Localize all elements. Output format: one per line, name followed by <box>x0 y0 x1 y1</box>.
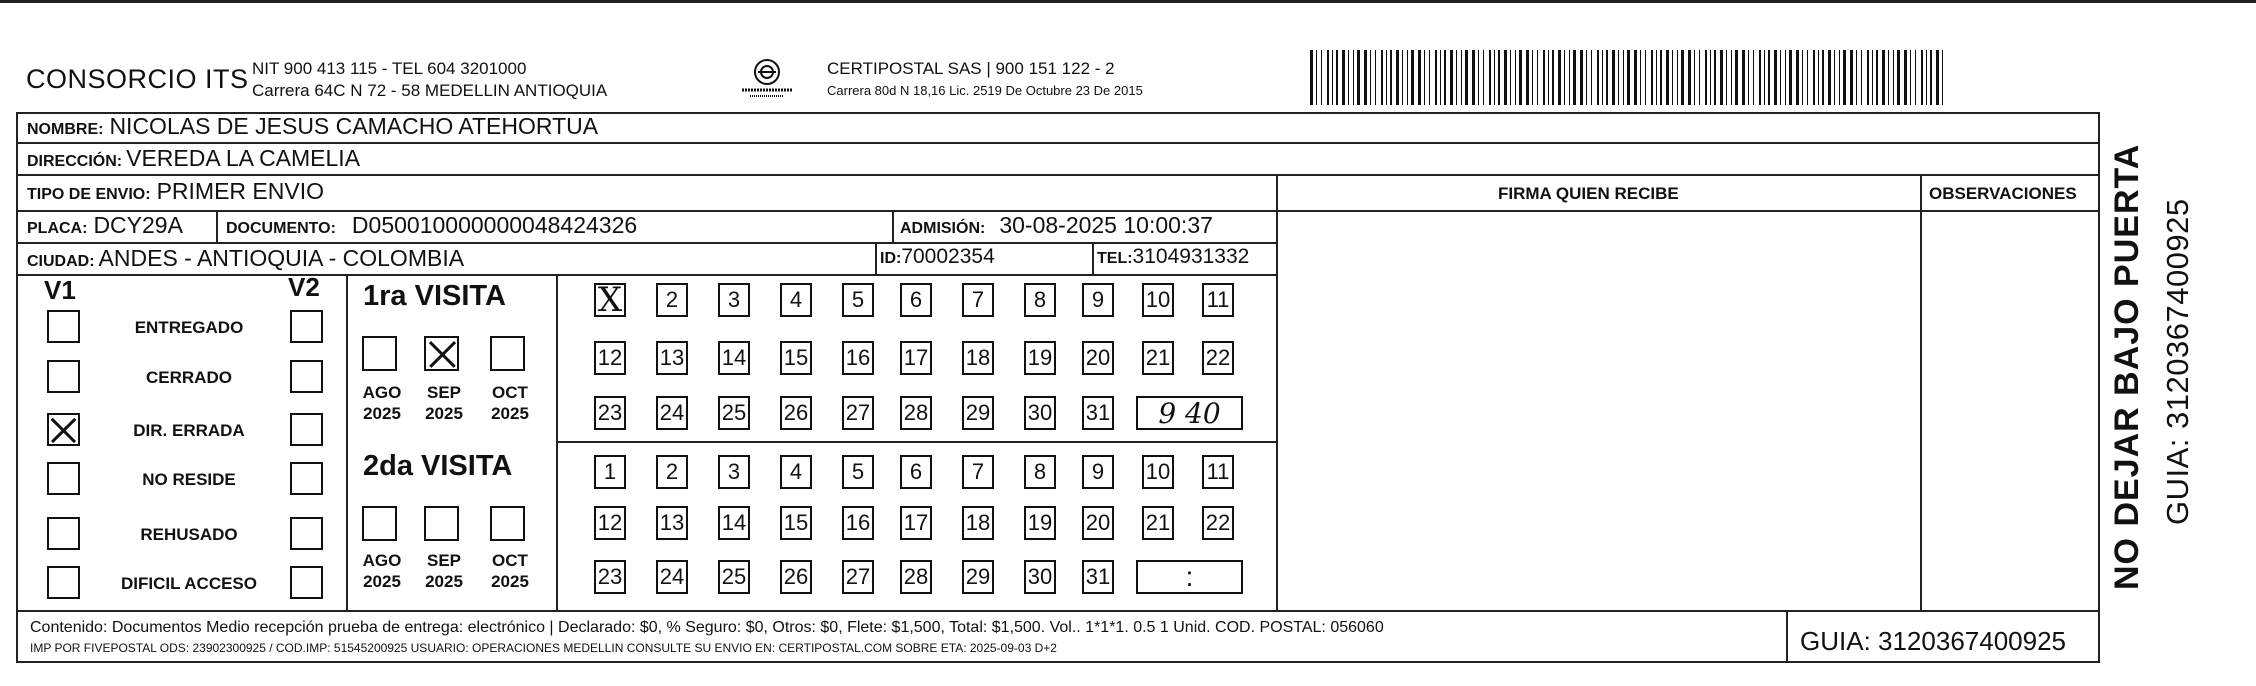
v2-checkbox[interactable] <box>290 462 323 495</box>
v1-checkbox[interactable] <box>47 413 80 446</box>
visit1-month-label <box>480 382 540 424</box>
company-name: CONSORCIO ITS <box>26 64 249 94</box>
divider <box>16 242 1276 244</box>
courier-info <box>827 58 1143 102</box>
visit1-day-box[interactable]: 28 <box>900 396 932 430</box>
courier-address: Carrera 80d N 18,16 Lic. 2519 De Octubre 23 De 2015 <box>827 83 1143 98</box>
visit2-day-box[interactable]: 22 <box>1202 506 1234 540</box>
visit1-day-box[interactable]: 2 <box>656 283 688 317</box>
footer-content-line: Contenido: Documentos Medio recepción prueba de entrega: electrónico | Declarado: $0, % Seguro: $0, Otros: $0, Flete: $1,500, Total: $1,500. Vol.. 1*1*1. 0.5 1 Unid. COD. POSTAL: 056060 <box>30 619 1384 636</box>
signature-header: FIRMA QUIEN RECIBE <box>1498 184 1679 203</box>
do-not-leave-under-door: NO DEJAR BAJO PUERTA <box>2108 143 2146 590</box>
address-label: DIRECCIÓN: <box>27 153 123 170</box>
ship-type-row <box>27 178 324 205</box>
visit1-day-box[interactable]: 8 <box>1024 283 1056 317</box>
v2-checkbox[interactable] <box>290 517 323 550</box>
courier-name: CERTIPOSTAL SAS | 900 151 122 - 2 <box>827 59 1115 78</box>
visit1-day-box[interactable]: 15 <box>780 341 812 375</box>
visit2-day-box[interactable]: 30 <box>1024 560 1056 594</box>
name-label: NOMBRE: <box>27 121 104 138</box>
visit1-day-box[interactable]: 31 <box>1082 396 1114 430</box>
visit1-day-box[interactable]: 6 <box>900 283 932 317</box>
visit2-day-box[interactable]: 11 <box>1202 455 1234 489</box>
visit2-day-box[interactable]: 1 <box>594 455 626 489</box>
v2-checkbox[interactable] <box>290 413 323 446</box>
visit2-day-box[interactable]: 2 <box>656 455 688 489</box>
nit-line: NIT 900 413 115 - TEL 604 3201000 <box>252 59 527 78</box>
recipient-address: VEREDA LA CAMELIA <box>126 145 361 171</box>
month-name: AGO <box>362 551 402 570</box>
month-name: OCT <box>492 551 528 570</box>
footer-print-line: IMP POR FIVEPOSTAL ODS: 23902300925 / COD.IMP: 51545200925 USUARIO: OPERACIONES MEDELLIN CONSULTE SU ENVIO EN: CERTIPOSTAL.COM SOBRE ETA: 2025-09-03 D+2 <box>30 641 1057 655</box>
visit1-day-box[interactable]: 4 <box>780 283 812 317</box>
divider <box>16 174 2100 176</box>
visit2-day-box[interactable]: 31 <box>1082 560 1114 594</box>
certipostal-logo-icon <box>736 56 798 102</box>
id-row <box>880 245 995 269</box>
visit2-day-box[interactable]: 6 <box>900 455 932 489</box>
visit2-day-box[interactable]: 8 <box>1024 455 1056 489</box>
visit2-day-box[interactable]: 21 <box>1142 506 1174 540</box>
status-label: REHUSADO <box>140 525 238 544</box>
visit1-month-checkbox[interactable] <box>362 336 397 371</box>
admission-label: ADMISIÓN: <box>900 220 986 237</box>
status-label: DIR. ERRADA <box>133 421 245 440</box>
divider <box>556 274 558 611</box>
status-label: NO RESIDE <box>142 470 236 489</box>
visit1-day-box[interactable]: 21 <box>1142 341 1174 375</box>
v1-checkbox[interactable] <box>47 310 80 343</box>
visit2-month-label <box>352 550 412 592</box>
observations-header: OBSERVACIONES <box>1929 184 2077 203</box>
tel-number: 3104931332 <box>1132 245 1250 268</box>
v1-checkbox[interactable] <box>47 566 80 599</box>
id-number: 70002354 <box>901 245 995 268</box>
visit2-day-box[interactable]: 16 <box>842 506 874 540</box>
month-name: SEP <box>426 551 462 570</box>
divider <box>1092 242 1094 275</box>
divider <box>16 142 2100 144</box>
ship-type-label: TIPO DE ENVIO: <box>27 186 151 203</box>
visit2-day-box[interactable]: 12 <box>594 506 626 540</box>
visit1-day-box[interactable]: 30 <box>1024 396 1056 430</box>
visit2-day-box[interactable]: 24 <box>656 560 688 594</box>
visit1-day-box[interactable]: 17 <box>900 341 932 375</box>
visit1-day-box[interactable]: 29 <box>962 396 994 430</box>
status-label: CERRADO <box>146 368 232 387</box>
city-label: CIUDAD: <box>27 253 95 270</box>
v2-checkbox[interactable] <box>290 310 323 343</box>
plate-row <box>27 212 183 239</box>
visit1-day-box[interactable]: 23 <box>594 396 626 430</box>
visit1-month-checkbox[interactable] <box>490 336 525 371</box>
visit2-title: 2da VISITA <box>363 450 513 482</box>
plate-label: PLACA: <box>27 220 88 237</box>
address-row <box>27 145 360 172</box>
footer-guia-number: GUIA: 3120367400925 <box>1800 626 2066 656</box>
admission-date: 30-08-2025 10:00:37 <box>999 212 1213 238</box>
visit2-day-box[interactable]: 4 <box>780 455 812 489</box>
tel-label: TEL: <box>1097 250 1133 267</box>
company-info <box>252 58 607 102</box>
visit1-day-box[interactable]: 27 <box>842 396 874 430</box>
form-frame <box>16 112 2100 663</box>
tel-row <box>1097 245 1249 269</box>
document-label: DOCUMENTO: <box>226 220 336 237</box>
visit2-month-checkbox[interactable] <box>490 506 525 541</box>
visit1-day-box[interactable]: 24 <box>656 396 688 430</box>
visit1-day-box[interactable]: 20 <box>1082 341 1114 375</box>
v1-checkbox[interactable] <box>47 517 80 550</box>
visit1-day-box[interactable]: 11 <box>1202 283 1234 317</box>
document-number: D050010000000048424326 <box>351 212 638 238</box>
visit1-day-box[interactable]: 26 <box>780 396 812 430</box>
visit1-day-box[interactable]: X <box>594 283 626 317</box>
visit1-month-label <box>414 382 474 424</box>
divider <box>2098 142 2100 611</box>
visit1-day-box[interactable]: 25 <box>718 396 750 430</box>
divider <box>1276 174 1278 611</box>
visit2-month-checkbox[interactable] <box>362 506 397 541</box>
visit2-day-box[interactable]: 28 <box>900 560 932 594</box>
visit2-day-box[interactable]: 26 <box>780 560 812 594</box>
visit2-day-box[interactable]: 9 <box>1082 455 1114 489</box>
v2-header: V2 <box>288 272 320 302</box>
barcode-icon <box>1310 50 1945 105</box>
visit2-day-box[interactable]: 15 <box>780 506 812 540</box>
month-year: 2025 <box>491 404 529 423</box>
visit2-day-box[interactable]: 23 <box>594 560 626 594</box>
month-name: SEP <box>426 383 462 402</box>
status-label: DIFICIL ACCESO <box>120 574 257 593</box>
visit2-day-box[interactable]: 7 <box>962 455 994 489</box>
admission-row <box>900 212 1213 239</box>
visit1-day-box[interactable]: 3 <box>718 283 750 317</box>
plate: DCY29A <box>93 212 183 238</box>
v1-checkbox[interactable] <box>47 462 80 495</box>
visit2-day-box[interactable]: 14 <box>718 506 750 540</box>
visit1-day-box[interactable]: 5 <box>842 283 874 317</box>
visit1-day-box[interactable]: 9 <box>1082 283 1114 317</box>
status-label: ENTREGADO <box>134 318 244 337</box>
visit1-day-box[interactable]: 10 <box>1142 283 1174 317</box>
document-row <box>226 212 637 239</box>
visit2-day-box[interactable]: 29 <box>962 560 994 594</box>
v2-checkbox[interactable] <box>290 360 323 393</box>
visit1-month-label <box>352 382 412 424</box>
month-year: 2025 <box>491 572 529 591</box>
visit2-day-box[interactable]: 20 <box>1082 506 1114 540</box>
visit2-month-label <box>480 550 540 592</box>
month-year: 2025 <box>425 404 463 423</box>
divider <box>1786 610 1788 663</box>
visit2-time-box: : <box>1136 560 1243 594</box>
visit2-day-box[interactable]: 25 <box>718 560 750 594</box>
month-year: 2025 <box>425 572 463 591</box>
month-year: 2025 <box>363 572 401 591</box>
visit2-day-box[interactable]: 17 <box>900 506 932 540</box>
divider <box>346 274 348 611</box>
month-name: AGO <box>362 383 402 402</box>
visit2-day-box[interactable]: 27 <box>842 560 874 594</box>
month-year: 2025 <box>363 404 401 423</box>
top-rule <box>0 0 2256 3</box>
visit1-day-box[interactable]: 14 <box>718 341 750 375</box>
city-row <box>27 245 464 272</box>
visit2-day-box[interactable]: 5 <box>842 455 874 489</box>
divider <box>16 274 1276 276</box>
visit1-time-box: 9 40 <box>1136 396 1243 430</box>
name-row <box>27 113 598 140</box>
visit1-day-box[interactable]: 12 <box>594 341 626 375</box>
divider <box>875 242 877 275</box>
v1-checkbox[interactable] <box>47 360 80 393</box>
company-address: Carrera 64C N 72 - 58 MEDELLIN ANTIOQUIA <box>252 81 608 100</box>
divider <box>556 441 1276 443</box>
visit1-day-box[interactable]: 22 <box>1202 341 1234 375</box>
visit1-day-box[interactable]: 16 <box>842 341 874 375</box>
v2-checkbox[interactable] <box>290 566 323 599</box>
recipient-name: NICOLAS DE JESUS CAMACHO ATEHORTUA <box>109 113 599 139</box>
visit1-day-box[interactable]: 19 <box>1024 341 1056 375</box>
id-label: ID: <box>880 250 902 267</box>
visit2-month-label <box>414 550 474 592</box>
side-guia-number: GUIA: 3120367400925 <box>2160 198 2195 525</box>
visit1-month-checkbox[interactable] <box>424 336 459 371</box>
visit2-day-box[interactable]: 18 <box>962 506 994 540</box>
visit2-day-box[interactable]: 19 <box>1024 506 1056 540</box>
visit2-day-box[interactable]: 13 <box>656 506 688 540</box>
visit1-title: 1ra VISITA <box>363 280 506 312</box>
visit1-day-box[interactable]: 13 <box>656 341 688 375</box>
visit1-day-box[interactable]: 18 <box>962 341 994 375</box>
visit1-day-box[interactable]: 7 <box>962 283 994 317</box>
visit2-month-checkbox[interactable] <box>424 506 459 541</box>
visit2-day-box[interactable]: 3 <box>718 455 750 489</box>
month-name: OCT <box>492 383 528 402</box>
v1-header: V1 <box>44 275 76 305</box>
divider <box>216 210 218 243</box>
visit2-day-box[interactable]: 10 <box>1142 455 1174 489</box>
divider <box>892 210 894 243</box>
ship-type: PRIMER ENVIO <box>156 178 324 204</box>
divider <box>1920 174 1922 611</box>
city: ANDES - ANTIOQUIA - COLOMBIA <box>98 245 465 271</box>
